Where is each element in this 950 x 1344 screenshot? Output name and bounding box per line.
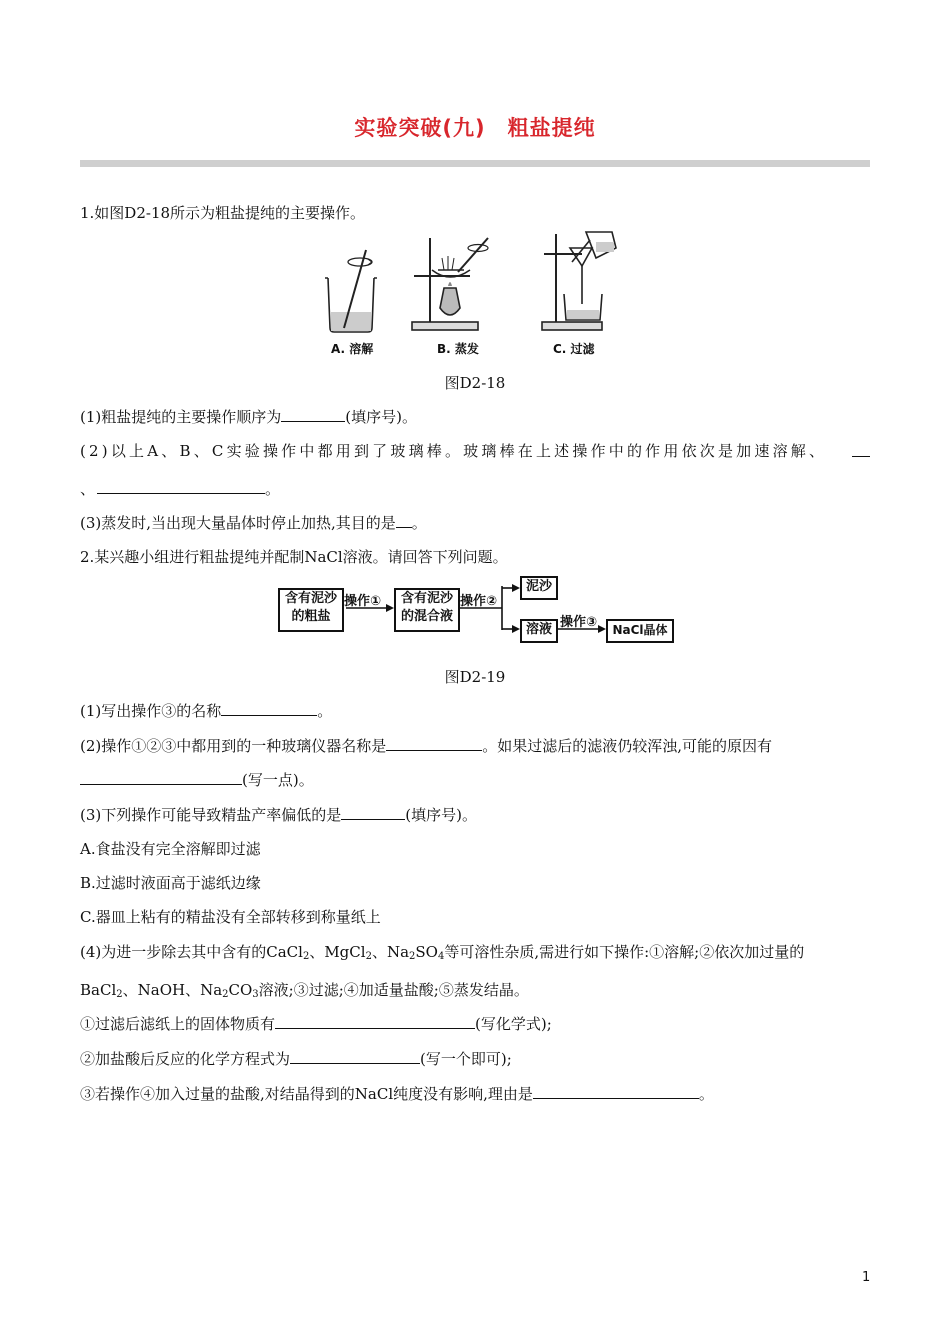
q2-sub1: ①过滤后滤纸上的固体物质有 (写化学式); <box>80 1015 552 1033</box>
answer-blank[interactable] <box>386 736 482 751</box>
q2-sub3: ③若操作④加入过量的盐酸,对结晶得到的NaCl纯度没有影响,理由是 。 <box>80 1085 714 1103</box>
title-rule <box>80 160 870 167</box>
q2-part2-line1: (2)操作①②③中都用到的一种玻璃仪器名称是 。如果过滤后的滤液仍较浑浊,可能的原因有 <box>80 737 773 755</box>
flow-label-op2: 操作② <box>460 594 498 609</box>
q2-part1: (1)写出操作③的名称 。 <box>80 702 333 720</box>
q1-part2-line1: (2)以上A、B、C实验操作中都用到了玻璃棒。玻璃棒在上述操作中的作用依次是加速溶解、 <box>80 442 828 460</box>
figure-caption-d2-19: 图D2-19 <box>444 668 506 686</box>
filtration-setup <box>542 232 616 330</box>
answer-blank[interactable] <box>80 770 242 785</box>
answer-blank[interactable] <box>341 805 405 820</box>
flow-box-sand: 泥沙 <box>520 576 558 600</box>
answer-blank[interactable] <box>290 1049 420 1064</box>
q2-sub2: ②加盐酸后反应的化学方程式为 (写一个即可); <box>80 1050 512 1068</box>
flow-box-crude-salt: 含有泥沙 的粗盐 <box>278 588 344 632</box>
flow-label-op1: 操作① <box>344 594 382 609</box>
q1-part1: (1)粗盐提纯的主要操作顺序为 (填序号)。 <box>80 408 417 426</box>
q2-part2-line2: (写一点)。 <box>80 769 314 790</box>
answer-blank[interactable] <box>533 1084 699 1099</box>
answer-blank[interactable] <box>852 442 870 457</box>
figure-label-c: C. 过滤 <box>553 342 595 356</box>
page-title <box>0 112 950 142</box>
q1-part2-line2: 、 。 <box>80 480 281 498</box>
page-number: 1 <box>862 1270 871 1285</box>
flow-box-solution: 溶液 <box>520 619 558 643</box>
flow-box-nacl: NaCl晶体 <box>606 619 674 643</box>
q2-part4-line2: BaCl$_2$、NaOH、$Na_2CO_3$溶液;③过滤;④加适量盐酸;⑤蒸发结晶。 <box>80 981 529 1000</box>
title-part2: 粗盐提纯 <box>507 116 596 140</box>
q2-part4-line1: (4)为进一步除去其中含有的CaCl$_2$、MgCl$_2$、$Na_2SO_4$等可溶性杂质,需进行如下操作:①溶解;②依次加过量的 <box>80 943 805 962</box>
figure-caption-d2-18: 图D2-18 <box>444 374 506 392</box>
answer-blank[interactable] <box>281 407 345 422</box>
title-part1: 实验突破(九) <box>354 116 486 140</box>
q1-stem: 1.如图D2-18所示为粗盐提纯的主要操作。 <box>80 204 366 222</box>
q2-stem: 2.某兴趣小组进行粗盐提纯并配制NaCl溶液。请回答下列问题。 <box>80 548 508 566</box>
flow-box-mixture: 含有泥沙 的混合液 <box>394 588 460 632</box>
answer-blank[interactable] <box>221 701 317 716</box>
figure-label-a: A. 溶解 <box>331 342 374 356</box>
evaporation-setup <box>412 238 488 330</box>
answer-blank[interactable] <box>97 479 265 494</box>
apparatus-figure <box>320 228 620 358</box>
q2-option-a: A.食盐没有完全溶解即过滤 <box>80 840 261 858</box>
answer-blank[interactable] <box>275 1014 475 1029</box>
dissolving-beaker <box>325 250 377 332</box>
q2-option-c: C.器皿上粘有的精盐没有全部转移到称量纸上 <box>80 908 381 926</box>
q2-option-b: B.过滤时液面高于滤纸边缘 <box>80 874 261 892</box>
answer-blank[interactable] <box>396 513 412 528</box>
q1-part3: (3)蒸发时,当出现大量晶体时停止加热,其目的是 。 <box>80 514 427 532</box>
q2-part3: (3)下列操作可能导致精盐产率偏低的是 (填序号)。 <box>80 806 477 824</box>
flow-label-op3: 操作③ <box>560 615 598 630</box>
figure-label-b: B. 蒸发 <box>437 342 479 356</box>
